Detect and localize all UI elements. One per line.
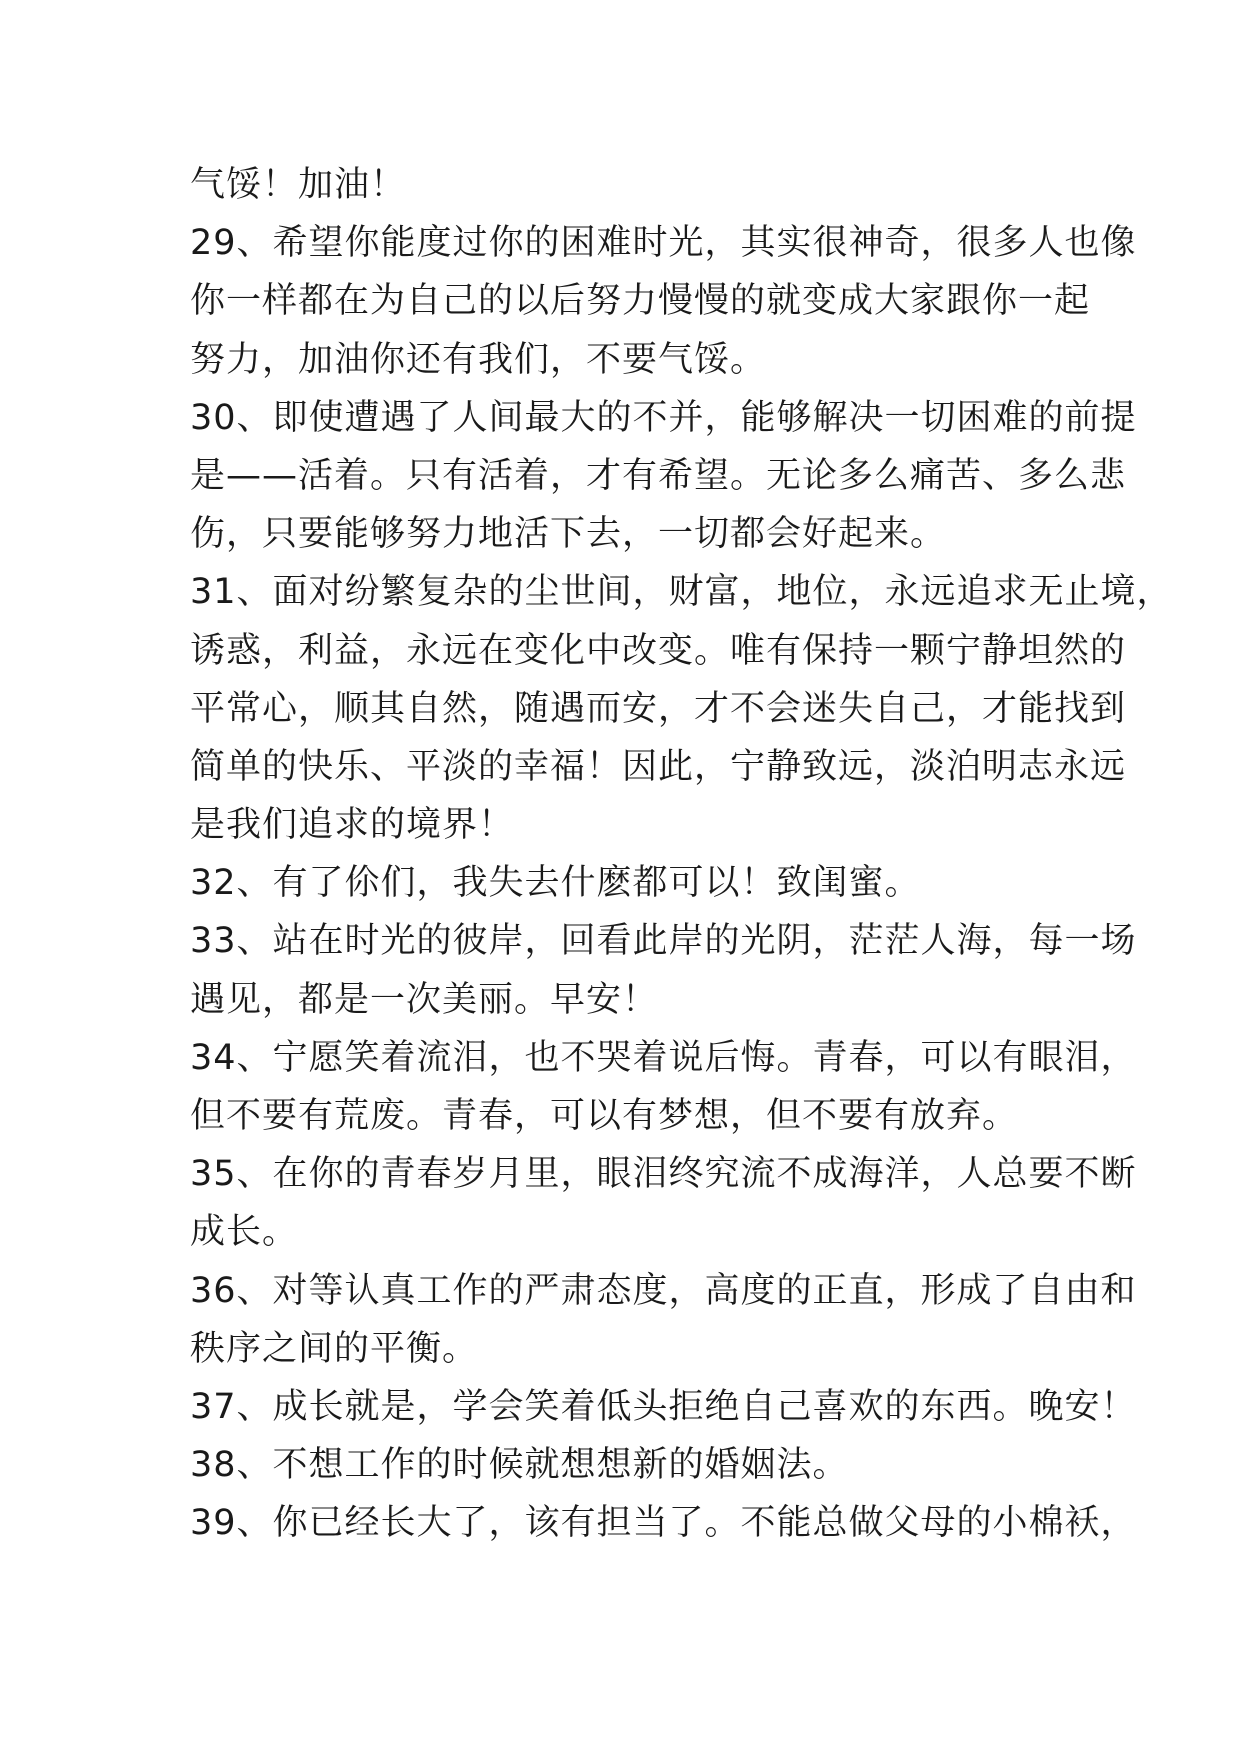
text-line: 遇见，都是一次美丽。早安！ bbox=[190, 979, 659, 1020]
text-line: 努力，加油你还有我们，不要气馁。 bbox=[190, 339, 767, 380]
text-line: 37、成长就是，学会笑着低头拒绝自己喜欢的东西。晚安！ bbox=[190, 1386, 1137, 1427]
text-line: 33、站在时光的彼岸，回看此岸的光阴，茫茫人海，每一场 bbox=[190, 921, 1137, 962]
text-line: 是我们追求的境界！ bbox=[190, 805, 515, 846]
text-line: 成长。 bbox=[190, 1212, 299, 1253]
text-line: 32、有了伱们，我失去什麽都可以！致闺蜜。 bbox=[190, 863, 921, 904]
text-line: 你一样都在为自己的以后努力慢慢的就变成大家跟你一起 bbox=[190, 281, 1091, 322]
document-body bbox=[190, 156, 1173, 1553]
text-line: 38、不想工作的时候就想想新的婚姻法。 bbox=[190, 1445, 849, 1486]
text-line: 31、面对纷繁复杂的尘世间，财富，地位，永远追求无止境， bbox=[190, 572, 1173, 613]
text-line: 29、希望你能度过你的困难时光，其实很神奇，很多人也像 bbox=[190, 223, 1137, 264]
text-line: 平常心，顺其自然，随遇而安，才不会迷失自己，才能找到 bbox=[190, 688, 1127, 729]
text-line: 简单的快乐、平淡的幸福！因此，宁静致远，淡泊明志永远 bbox=[190, 746, 1127, 787]
text-line: 36、对等认真工作的严肃态度，高度的正直，形成了自由和 bbox=[190, 1270, 1137, 1311]
text-line: 35、在你的青春岁月里，眼泪终究流不成海洋，人总要不断 bbox=[190, 1154, 1137, 1195]
text-line: 30、即使遭遇了人间最大的不并，能够解决一切困难的前提 bbox=[190, 397, 1137, 438]
text-line: 气馁！加油！ bbox=[190, 165, 407, 205]
text-line: 但不要有荒废。青春，可以有梦想，但不要有放弃。 bbox=[190, 1096, 1019, 1136]
text-line: 39、你已经长大了，该有担当了。不能总做父母的小棉袄， bbox=[190, 1503, 1137, 1544]
text-line: 诱惑，利益，永远在变化中改变。唯有保持一颗宁静坦然的 bbox=[190, 630, 1127, 671]
text-line: 是——活着。只有活着，才有希望。无论多么痛苦、多么悲 bbox=[190, 455, 1127, 496]
text-line: 秩序之间的平衡。 bbox=[190, 1328, 479, 1369]
text-line: 伤，只要能够努力地活下去，一切都会好起来。 bbox=[190, 514, 947, 555]
text-line: 34、宁愿笑着流泪，也不哭着说后悔。青春，可以有眼泪， bbox=[190, 1037, 1137, 1078]
